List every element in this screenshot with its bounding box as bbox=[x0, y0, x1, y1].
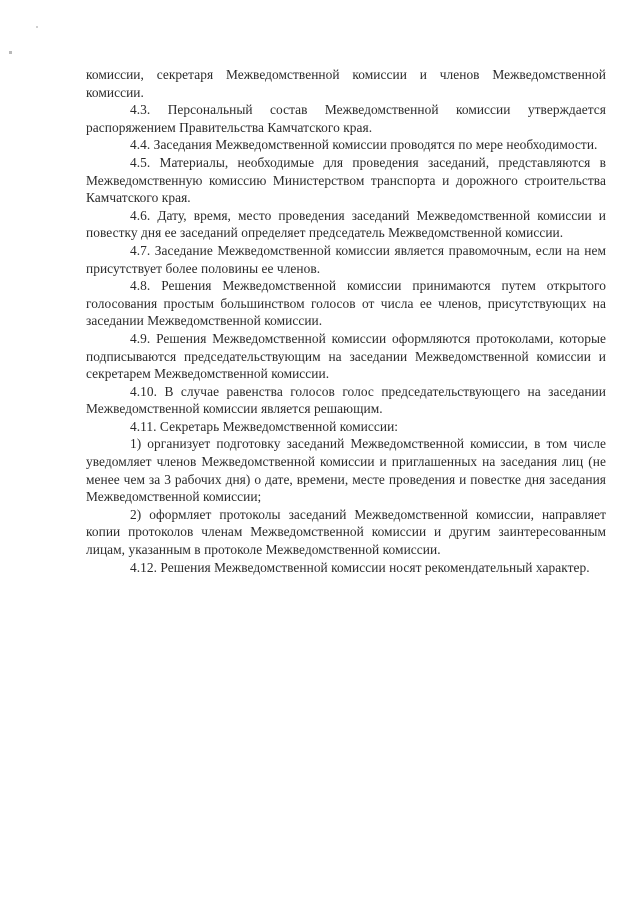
paragraph-4-3: 4.3. Персональный состав Межведомственной комиссии утверждается распоряжением Правительства Камчатского края. bbox=[86, 102, 606, 135]
paragraph-4-10: 4.10. В случае равенства голосов голос председательствующего на заседании Межведомственной комиссии является решающим. bbox=[86, 383, 606, 417]
paragraph-4-9: 4.9. Решения Межведомственной комиссии оформляются протоколами, которые подписываются председательствующим на заседании Межведомственной комиссии и секретарем Межведомственной комиссии. bbox=[86, 330, 606, 382]
paragraph-4-12: 4.12. Решения Межведомственной комиссии носят рекомендательный характер. bbox=[130, 559, 590, 575]
paragraph-4-11: 4.11. Секретарь Межведомственной комиссии: bbox=[130, 418, 399, 434]
paragraph-4-6: 4.6. Дату, время, место проведения заседаний Межведомственной комиссии и повестку дня ее заседаний определяет председатель Межведомственной комиссии. bbox=[86, 207, 606, 241]
paragraph-continuation: комиссии, секретаря Межведомственной комиссии и членов Межведомственной комиссии. bbox=[86, 67, 606, 100]
paragraph-4-4: 4.4. Заседания Межведомственной комиссии проводятся по мере необходимости. bbox=[130, 137, 598, 153]
paragraph-4-8: 4.8. Решения Межведомственной комиссии принимаются путем открытого голосования простым большинством голосов от числа ее членов, присутствующих на заседании Межведомственной комиссии. bbox=[86, 278, 606, 329]
paragraph-4-11-item-2: 2) оформляет протоколы заседаний Межведомственной комиссии, направляет копии протоколов членам Межведомственной комиссии и другим заинтересованным лицам, указанным в протоколе Межведомственной комиссии. bbox=[86, 506, 606, 558]
paragraph-4-11-item-1: 1) организует подготовку заседаний Межведомственной комиссии, в том числе уведомляет членов Межведомственной комиссии и приглашенных на заседания лиц (не менее чем за 3 рабочих дня) о дате, времени, месте проведения и повестке дня заседания Межведомственной комиссии; bbox=[86, 436, 606, 505]
paragraph-4-7: 4.7. Заседание Межведомственной комиссии является правомочным, если на нем присутствует более половины ее членов. bbox=[86, 242, 606, 276]
scan-speck bbox=[9, 51, 12, 54]
paragraph-4-5: 4.5. Материалы, необходимые для проведения заседаний, представляются в Межведомственную комиссию Министерством транспорта и дорожного строительства Камчатского края. bbox=[86, 154, 606, 206]
scan-speck bbox=[36, 26, 38, 28]
